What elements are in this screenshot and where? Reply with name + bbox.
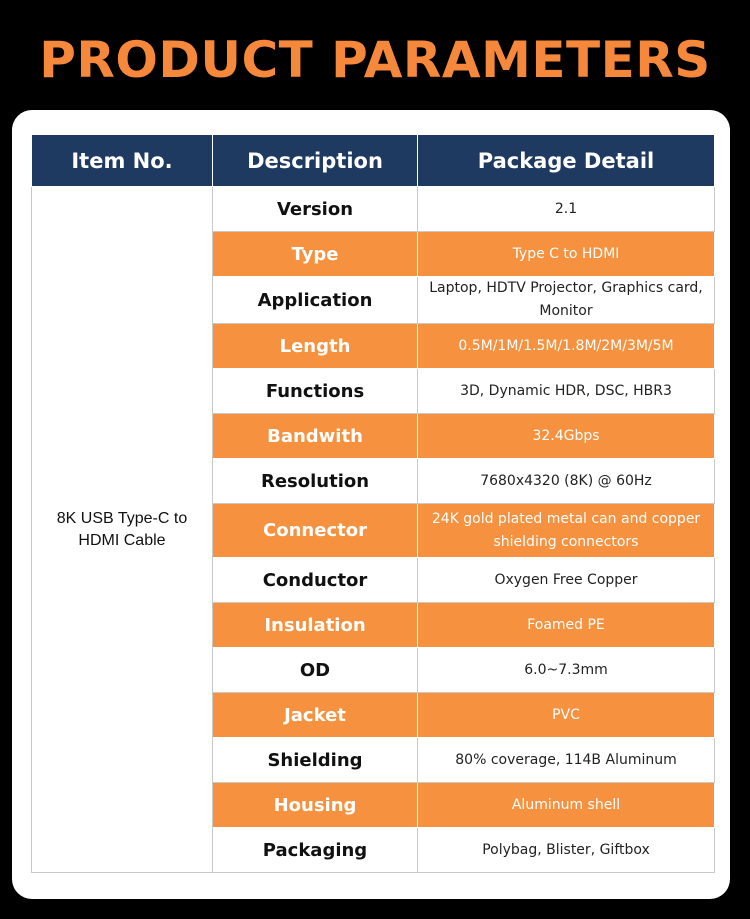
parameters-table: [31, 134, 715, 873]
description-cell: Bandwith: [213, 414, 418, 459]
package-detail-cell: 7680x4320 (8K) @ 60Hz: [418, 459, 715, 504]
package-detail-cell: 32.4Gbps: [418, 414, 715, 459]
description-cell: Version: [213, 187, 418, 232]
description-cell: Resolution: [213, 459, 418, 504]
package-detail-cell: 80% coverage, 114B Aluminum: [418, 738, 715, 783]
package-detail-cell: Foamed PE: [418, 603, 715, 648]
package-detail-cell: Polybag, Blister, Giftbox: [418, 828, 715, 873]
header-package-detail: Package Detail: [418, 135, 715, 187]
description-cell: Connector: [213, 504, 418, 558]
description-cell: Housing: [213, 783, 418, 828]
package-detail-cell: Aluminum shell: [418, 783, 715, 828]
item-no-text: 8K USB Type-C to HDMI Cable: [56, 509, 188, 549]
package-detail-cell: Oxygen Free Copper: [418, 558, 715, 603]
table-body: [32, 187, 715, 873]
table-header-row: [32, 135, 715, 187]
header-item-no: Item No.: [32, 135, 213, 187]
description-cell: Application: [213, 277, 418, 324]
description-cell: Type: [213, 232, 418, 277]
package-detail-cell: 3D, Dynamic HDR, DSC, HBR3: [418, 369, 715, 414]
description-cell: Conductor: [213, 558, 418, 603]
header-description: Description: [213, 135, 418, 187]
table-row: [32, 187, 715, 232]
description-cell: Functions: [213, 369, 418, 414]
package-detail-cell: 6.0~7.3mm: [418, 648, 715, 693]
page-title: PRODUCT PARAMETERS: [39, 31, 711, 89]
description-cell: OD: [213, 648, 418, 693]
package-detail-cell: 2.1: [418, 187, 715, 232]
package-detail-cell: Type C to HDMI: [418, 232, 715, 277]
package-detail-cell: Laptop, HDTV Projector, Graphics card, Monitor: [418, 277, 715, 324]
package-detail-cell: PVC: [418, 693, 715, 738]
description-cell: Shielding: [213, 738, 418, 783]
package-detail-cell: 0.5M/1M/1.5M/1.8M/2M/3M/5M: [418, 324, 715, 369]
package-detail-cell: 24K gold plated metal can and copper shielding connectors: [418, 504, 715, 558]
description-cell: Packaging: [213, 828, 418, 873]
description-cell: Insulation: [213, 603, 418, 648]
item-no-cell: [32, 187, 213, 873]
description-cell: Jacket: [213, 693, 418, 738]
description-cell: Length: [213, 324, 418, 369]
